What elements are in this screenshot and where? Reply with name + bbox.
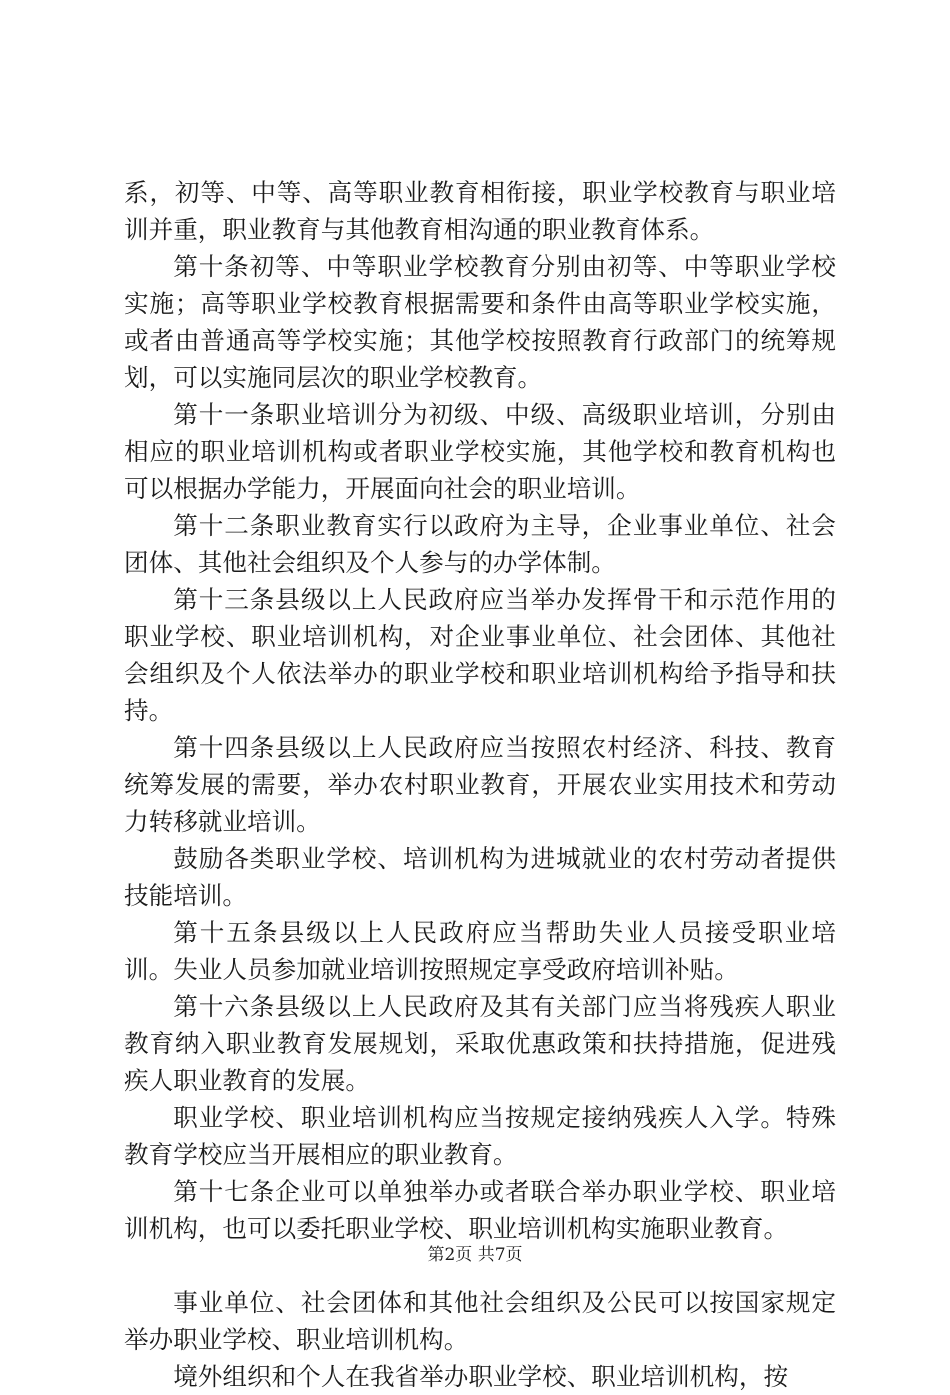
paragraph-article-11: 第十一条职业培训分为初级、中级、高级职业培训，分别由相应的职业培训机构或者职业学校实施，其他学校和教育机构也可以根据办学能力，开展面向社会的职业培训。 xyxy=(124,400,836,503)
paragraph-article-13: 第十三条县级以上人民政府应当举办发挥骨干和示范作用的职业学校、职业培训机构，对企业事业单位、社会团体、其他社会组织及个人依法举办的职业学校和职业培训机构给予指导和扶持。 xyxy=(124,585,836,725)
paragraph-article-15: 第十五条县级以上人民政府应当帮助失业人员接受职业培训。失业人员参加就业培训按照规定享受政府培训补贴。 xyxy=(124,918,836,984)
paragraph-article-17-c: 境外组织和个人在我省举办职业学校、职业培训机构，按 xyxy=(173,1362,789,1391)
document-body xyxy=(124,174,836,1395)
page-number-footer: 第2页 共7页 xyxy=(427,1245,523,1265)
paragraph-article-16-b: 职业学校、职业培训机构应当按规定接纳残疾人入学。特殊教育学校应当开展相应的职业教育。 xyxy=(124,1103,836,1169)
paragraph-article-17-b: 事业单位、社会团体和其他社会组织及公民可以按国家规定举办职业学校、职业培训机构。 xyxy=(124,1288,836,1354)
paragraph-article-14-b: 鼓励各类职业学校、培训机构为进城就业的农村劳动者提供技能培训。 xyxy=(124,844,836,910)
paragraph-article-16: 第十六条县级以上人民政府及其有关部门应当将残疾人职业教育纳入职业教育发展规划，采取优惠政策和扶持措施，促进残疾人职业教育的发展。 xyxy=(124,992,836,1095)
paragraph-article-12: 第十二条职业教育实行以政府为主导，企业事业单位、社会团体、其他社会组织及个人参与的办学体制。 xyxy=(124,511,836,577)
paragraph-article-17: 第十七条企业可以单独举办或者联合举办职业学校、职业培训机构，也可以委托职业学校、职业培训机构实施职业教育。 xyxy=(124,1177,836,1243)
paragraph-article-10: 第十条初等、中等职业学校教育分别由初等、中等职业学校实施；高等职业学校教育根据需要和条件由高等职业学校实施，或者由普通高等学校实施；其他学校按照教育行政部门的统筹规划，可以实施同层次的职业学校教育。 xyxy=(124,252,836,392)
paragraph-continuation: 系，初等、中等、高等职业教育相衔接，职业学校教育与职业培训并重，职业教育与其他教育相沟通的职业教育体系。 xyxy=(124,178,836,244)
paragraph-article-14: 第十四条县级以上人民政府应当按照农村经济、科技、教育统筹发展的需要，举办农村职业教育，开展农业实用技术和劳动力转移就业培训。 xyxy=(124,733,836,836)
